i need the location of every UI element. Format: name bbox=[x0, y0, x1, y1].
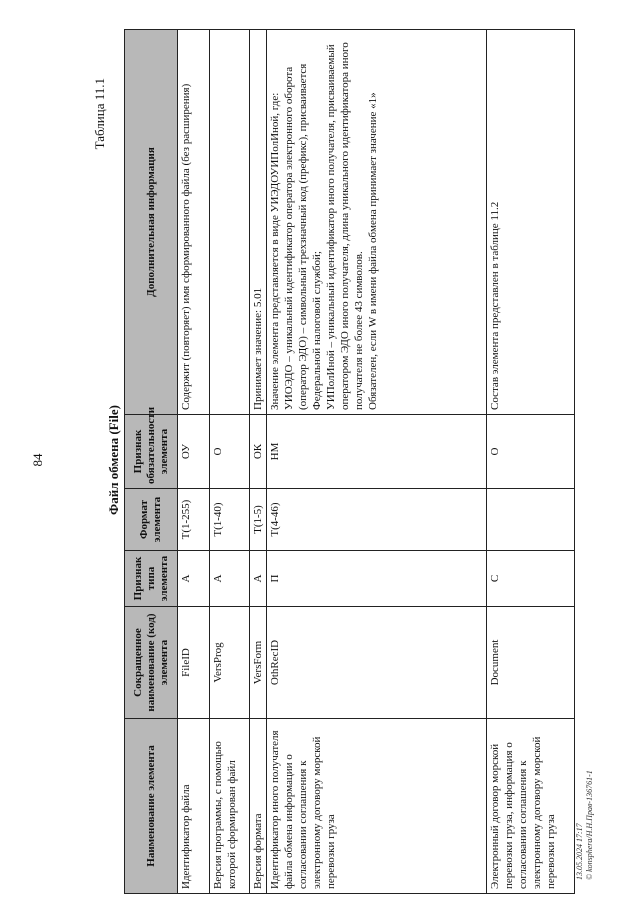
header-type: Признак типа элемента bbox=[125, 551, 178, 607]
cell-info bbox=[210, 30, 250, 415]
file-exchange-table bbox=[124, 29, 575, 894]
table-row bbox=[178, 30, 210, 894]
cell-required: НМ bbox=[267, 415, 487, 489]
info-line: Обязателен, если W в имени файла обмена принимает значение «1» bbox=[367, 92, 379, 410]
cell-format: T(1-40) bbox=[210, 489, 250, 551]
header-required: Признак обязательности элемента bbox=[125, 415, 178, 489]
header-name: Наименование элемента bbox=[125, 719, 178, 894]
info-line: УИОЭДО – уникальный идентификатор оператора электронного оборота (оператор ЭДО) – символьный трехзначный код (префикс), присваивается Федеральной налоговой службой; bbox=[283, 63, 323, 410]
table-row bbox=[250, 30, 267, 894]
cell-type: А bbox=[250, 551, 267, 607]
table-header-row bbox=[125, 30, 178, 894]
cell-required: ОК bbox=[250, 415, 267, 489]
cell-required: ОУ bbox=[178, 415, 210, 489]
cell-format: T(1-5) bbox=[250, 489, 267, 551]
cell-type: П bbox=[267, 551, 487, 607]
cell-required: О bbox=[487, 415, 575, 489]
cell-info: Содержит (повторяет) имя сформированного файла (без расширения) bbox=[178, 30, 210, 415]
cell-name: Идентификатор файла bbox=[178, 719, 210, 894]
cell-code: Document bbox=[487, 607, 575, 719]
table-row bbox=[210, 30, 250, 894]
table-label: Таблица 11.1 bbox=[92, 78, 107, 150]
cell-code: FileID bbox=[178, 607, 210, 719]
cell-name: Идентификатор иного получателя файла обмена информации о согласовании соглашения к электронному договору морской перевозки груза bbox=[267, 719, 487, 894]
cell-format: T(4-46) bbox=[267, 489, 487, 551]
page-number: 84 bbox=[30, 453, 45, 467]
cell-info: Принимает значение: 5.01 bbox=[250, 30, 267, 415]
stamp-ref: © konsphera/Н.Н.Прав-136761-1 bbox=[585, 770, 594, 880]
cell-name: Версия программы, с помощью которой сформирован файл bbox=[210, 719, 250, 894]
cell-code: VersProg bbox=[210, 607, 250, 719]
header-info: Дополнительная информация bbox=[125, 30, 178, 415]
document-stamp bbox=[575, 770, 595, 880]
cell-code: OthRecID bbox=[267, 607, 487, 719]
info-line: Значение элемента представляется в виде УИЭДОУИПолИной, где: bbox=[269, 92, 281, 410]
table-row bbox=[267, 30, 487, 894]
cell-type: С bbox=[487, 551, 575, 607]
header-code: Сокращенное наименование (код) элемента bbox=[125, 607, 178, 719]
table-row bbox=[487, 30, 575, 894]
cell-code: VersForm bbox=[250, 607, 267, 719]
info-line: УИПолИной – уникальный идентификатор иного получателя, присваиваемый оператором ЭДО иного получателя, длина уникального идентификатора иного получателя не более 43 символов. bbox=[325, 42, 365, 410]
table-title: Файл обмена (File) bbox=[106, 405, 121, 515]
cell-name: Электронный договор морской перевозки груза, информация о согласовании соглашения к электронному договору морской перевозки груза bbox=[487, 719, 575, 894]
cell-info: Состав элемента представлен в таблице 11.2 bbox=[487, 30, 575, 415]
cell-info bbox=[267, 30, 487, 415]
cell-name: Версия формата bbox=[250, 719, 267, 894]
cell-format: T(1-255) bbox=[178, 489, 210, 551]
header-format: Формат элемента bbox=[125, 489, 178, 551]
cell-required: О bbox=[210, 415, 250, 489]
cell-type: А bbox=[178, 551, 210, 607]
cell-type: А bbox=[210, 551, 250, 607]
stamp-date: 13.05.2024 17:17 bbox=[575, 823, 584, 880]
cell-format bbox=[487, 489, 575, 551]
